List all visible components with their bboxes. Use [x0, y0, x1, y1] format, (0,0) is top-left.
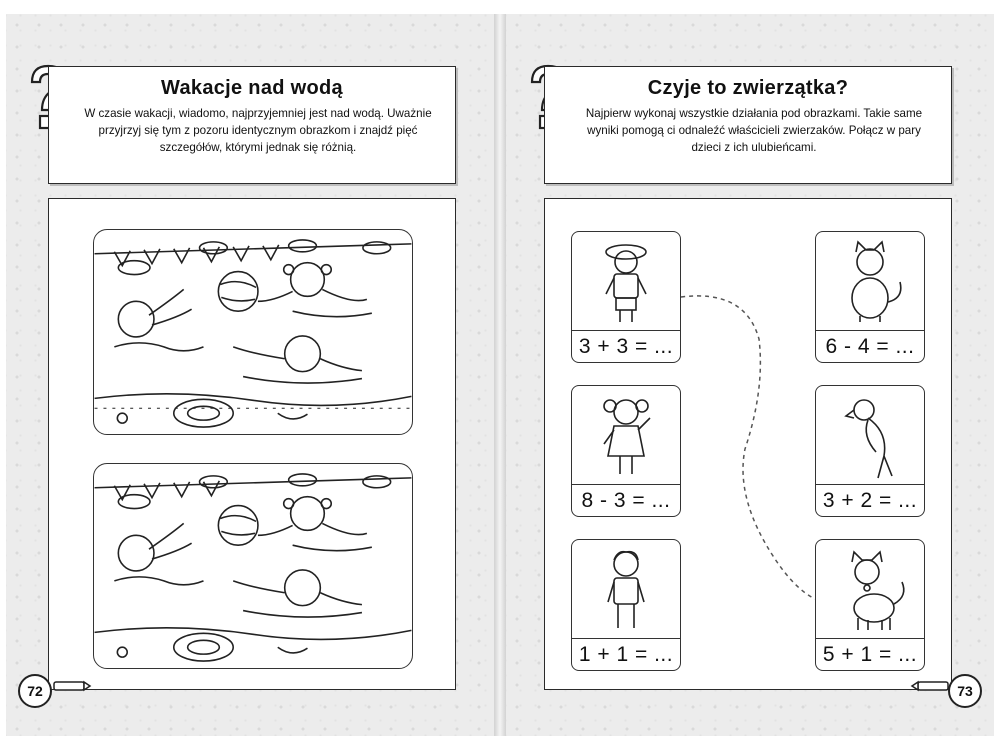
pet-card[interactable] [815, 539, 925, 671]
equation-label: 3 + 2 = ... [822, 489, 918, 512]
page-title: Wakacje nad wodą [161, 77, 343, 99]
equation-label: 5 + 1 = ... [822, 643, 918, 666]
beach-scene-bottom [93, 463, 413, 669]
girl-with-hat-icon [578, 238, 674, 328]
equation-label: 1 + 1 = ... [578, 643, 674, 666]
pet-card[interactable] [815, 385, 925, 517]
right-page [506, 14, 994, 736]
book-gutter [494, 14, 506, 736]
equation-label: 6 - 4 = ... [825, 335, 915, 358]
right-header-box [544, 66, 952, 184]
left-header-box [48, 66, 456, 184]
equation-label: 3 + 3 = ... [578, 335, 674, 358]
beach-scene-top [93, 229, 413, 435]
magnifier-icon [910, 676, 950, 696]
instructions-text: W czasie wakacji, wiadomo, najprzyjemniej jest nad wodą. Uważnie przyjrzyj się tym z pozoru identycznym obrazkom i znajdź pięć szczegółów, którymi jednak się różnią. [84, 107, 432, 154]
page-number: 72 [18, 674, 52, 708]
matching-exercise-box [544, 198, 952, 690]
kitten-with-bell-icon [822, 546, 918, 636]
pet-card[interactable] [815, 231, 925, 363]
boy-curly-hair-icon [578, 546, 674, 636]
magnifier-icon [52, 676, 92, 696]
child-card[interactable] [571, 539, 681, 671]
parrot-icon [822, 392, 918, 482]
instructions-text: Najpierw wykonaj wszystkie działania pod obrazkami. Takie same wyniki pomogą ci odnaleźć właścicieli zwierzaków. Połącz w pary dzieci z ich ulubieńcami. [585, 107, 923, 154]
page-title: Czyje to zwierzątka? [647, 77, 849, 99]
left-page [6, 14, 494, 736]
spot-the-difference-box [48, 198, 456, 690]
page-number: 73 [948, 674, 982, 708]
girl-with-pigtails-icon [578, 392, 674, 482]
cat-icon [822, 238, 918, 328]
child-card[interactable] [571, 385, 681, 517]
child-card[interactable] [571, 231, 681, 363]
equation-label: 8 - 3 = ... [581, 489, 671, 512]
